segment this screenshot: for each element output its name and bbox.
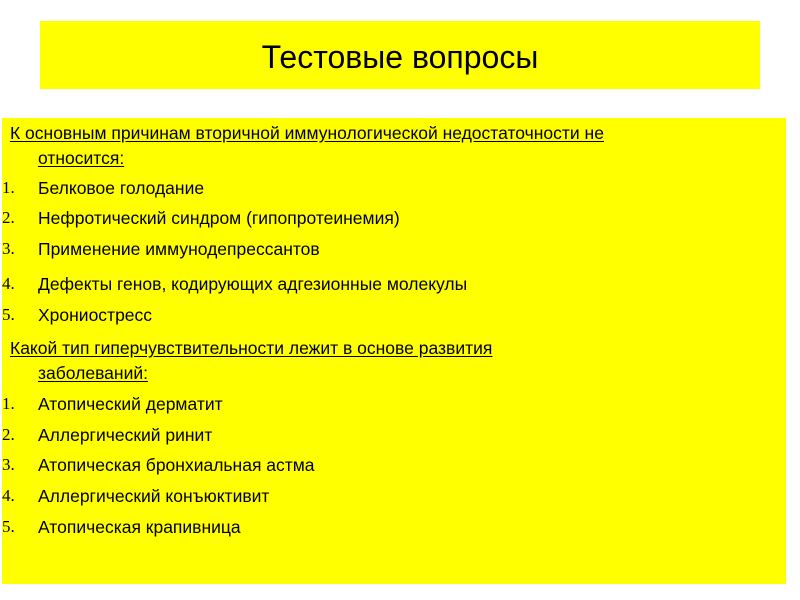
question-2-option-4-number: 4. xyxy=(2,486,15,505)
question-1-option-4: Дефекты генов, кодирующих адгезионные молекулы xyxy=(38,274,468,294)
question-2-line-1: Какой тип гиперчувствительности лежит в основе развития xyxy=(10,338,493,358)
title-banner xyxy=(40,21,760,89)
question-1-line-2: относится: xyxy=(38,148,125,168)
question-2-option-3: Атопическая бронхиальная астма xyxy=(38,455,315,475)
question-1-option-5-number: 5. xyxy=(2,305,15,324)
question-2-option-1-number: 1. xyxy=(2,394,15,413)
question-2-line-2: заболеваний: xyxy=(38,363,148,383)
question-2-option-4: Аллергический конъюктивит xyxy=(38,486,270,506)
question-2-option-2-number: 2. xyxy=(2,425,15,444)
content-panel xyxy=(2,118,786,584)
question-1-option-3-number: 3. xyxy=(2,239,15,258)
question-1-option-3: Применение иммунодепрессантов xyxy=(38,239,320,259)
question-1-option-5: Хрониостресс xyxy=(38,305,153,325)
question-1-line-1: К основным причинам вторичной иммунологической недостаточности не xyxy=(10,123,604,143)
question-1-option-1: Белковое голодание xyxy=(38,178,205,198)
question-1-option-1-number: 1. xyxy=(2,178,15,197)
question-2-option-3-number: 3. xyxy=(2,455,15,474)
question-1-option-4-number: 4. xyxy=(2,274,15,293)
question-2-option-1: Атопический дерматит xyxy=(38,394,223,414)
slide-title: Тестовые вопросы xyxy=(261,38,539,75)
question-2-option-5: Атопическая крапивница xyxy=(38,517,241,537)
question-1-option-2: Нефротический синдром (гипопротеинемия) xyxy=(38,208,400,228)
question-1-option-2-number: 2. xyxy=(2,208,15,227)
question-2-option-2: Аллергический ринит xyxy=(38,425,213,445)
question-2-option-5-number: 5. xyxy=(2,517,15,536)
